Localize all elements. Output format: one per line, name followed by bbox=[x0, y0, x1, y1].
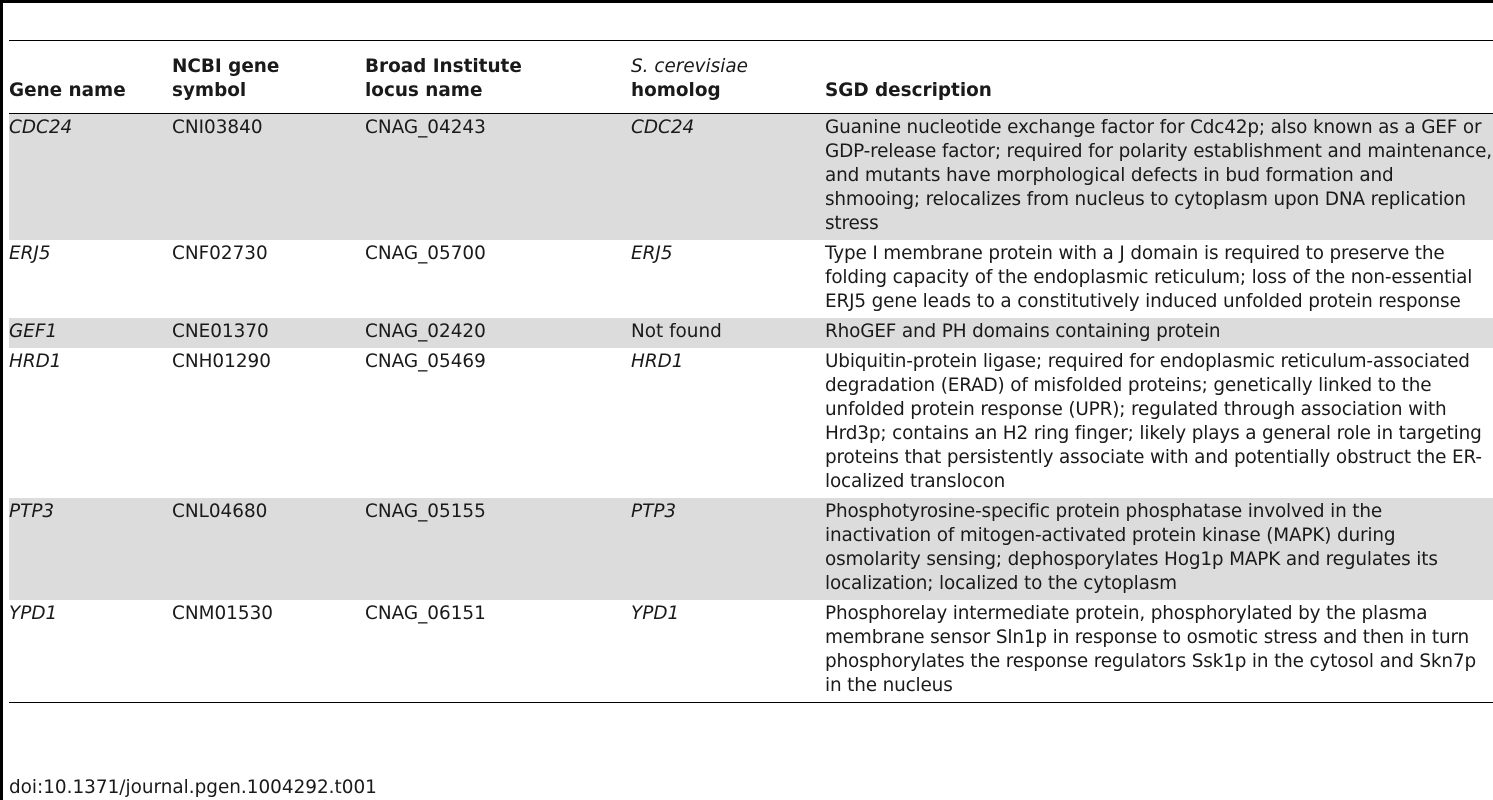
table-header bbox=[9, 41, 1493, 114]
left-border-rule bbox=[0, 0, 3, 800]
cell-broad-locus: CNAG_06151 bbox=[365, 603, 486, 624]
gene-table bbox=[9, 40, 1493, 703]
cell-description bbox=[825, 348, 1493, 498]
cell-gene-name: GEF1 bbox=[9, 318, 172, 348]
cell-homolog: YPD1 bbox=[631, 603, 680, 624]
gene-table-container bbox=[9, 40, 1493, 703]
cell-homolog: CDC24 bbox=[631, 114, 825, 241]
header-ncbi-line1: NCBI gene bbox=[172, 56, 280, 77]
table-row bbox=[9, 318, 1493, 348]
cell-homolog: PTP3 bbox=[631, 498, 825, 600]
header-ncbi-gene-symbol bbox=[172, 41, 365, 114]
header-cerevisiae-homolog bbox=[631, 41, 825, 114]
header-sgd-label: SGD description bbox=[825, 80, 992, 101]
header-broad-line1: Broad Institute bbox=[365, 56, 522, 77]
header-sgd-description bbox=[825, 41, 1493, 114]
description-text: Type I membrane protein with a J domain is required to preserve the folding capacity of the endoplasmic reticulum; loss of the non-essential ERJ5 gene leads to a constitutively induced unfolded protein response bbox=[825, 243, 1473, 312]
table-row bbox=[9, 114, 1493, 241]
header-homolog-line2: homolog bbox=[631, 80, 721, 101]
cell-gene-name: ERJ5 bbox=[9, 243, 51, 264]
doi-footer bbox=[9, 776, 377, 800]
cell-description bbox=[825, 498, 1493, 600]
cell-broad-locus: CNAG_02420 bbox=[365, 318, 631, 348]
cell-ncbi-symbol: CNI03840 bbox=[172, 114, 365, 241]
cell-homolog: Not found bbox=[631, 318, 825, 348]
cell-gene-name: HRD1 bbox=[9, 351, 62, 372]
header-broad-line2: locus name bbox=[365, 80, 483, 101]
header-gene-name-label: Gene name bbox=[9, 80, 126, 101]
cell-homolog: HRD1 bbox=[631, 351, 684, 372]
description-text: RhoGEF and PH domains containing protein bbox=[825, 321, 1221, 342]
cell-broad-locus: CNAG_04243 bbox=[365, 114, 631, 241]
header-broad-locus-name bbox=[365, 41, 631, 114]
cell-description bbox=[825, 318, 1493, 348]
cell-ncbi-symbol: CNF02730 bbox=[172, 243, 268, 264]
cell-description bbox=[825, 240, 1493, 318]
cell-ncbi-symbol: CNE01370 bbox=[172, 318, 365, 348]
table-row bbox=[9, 240, 1493, 318]
header-gene-name bbox=[9, 41, 172, 114]
description-text: Guanine nucleotide exchange factor for Cdc42p; also known as a GEF or GDP-release factor; required for polarity establishment and maintenance, and mutants have morphological defects in bud formation and shmooing; relocalizes from nucleus to cytoplasm upon DNA replication stress bbox=[825, 117, 1492, 234]
top-border-rule bbox=[0, 0, 1493, 3]
cell-broad-locus: CNAG_05155 bbox=[365, 498, 631, 600]
cell-broad-locus: CNAG_05469 bbox=[365, 351, 486, 372]
cell-gene-name: CDC24 bbox=[9, 114, 172, 241]
cell-description bbox=[825, 114, 1493, 241]
table-row bbox=[9, 600, 1493, 703]
cell-ncbi-symbol: CNH01290 bbox=[172, 351, 271, 372]
cell-homolog: ERJ5 bbox=[631, 243, 673, 264]
description-text: Phosphorelay intermediate protein, phosphorylated by the plasma membrane sensor Sln1p in response to osmotic stress and then in turn phosphorylates the response regulators Ssk1p in the cytosol and Skn7p in the nucleus bbox=[825, 603, 1477, 696]
cell-ncbi-symbol: CNM01530 bbox=[172, 603, 273, 624]
cell-gene-name: YPD1 bbox=[9, 603, 58, 624]
description-text: Ubiquitin-protein ligase; required for endoplasmic reticulum-associated degradation (ERAD) of misfolded proteins; genetically linked to the unfolded protein response (UPR); regulated through association with Hrd3p; contains an H2 ring finger; likely plays a general role in targeting proteins that persistently associate with and potentially obstruct the ER-localized translocon bbox=[825, 351, 1482, 492]
table-body bbox=[9, 114, 1493, 703]
cell-gene-name: PTP3 bbox=[9, 498, 172, 600]
cell-ncbi-symbol: CNL04680 bbox=[172, 498, 365, 600]
cell-broad-locus: CNAG_05700 bbox=[365, 243, 486, 264]
table-row bbox=[9, 348, 1493, 498]
cell-description bbox=[825, 600, 1493, 703]
header-row bbox=[9, 41, 1493, 114]
header-ncbi-line2: symbol bbox=[172, 80, 247, 101]
doi-text: doi:10.1371/journal.pgen.1004292.t001 bbox=[9, 777, 377, 798]
table-row bbox=[9, 498, 1493, 600]
description-text: Phosphotyrosine-specific protein phosphatase involved in the inactivation of mitogen-activated protein kinase (MAPK) during osmolarity sensing; dephosporylates Hog1p MAPK and regulates its localization; localized to the cytoplasm bbox=[825, 501, 1438, 594]
header-homolog-line1: S. cerevisiae bbox=[631, 56, 748, 77]
